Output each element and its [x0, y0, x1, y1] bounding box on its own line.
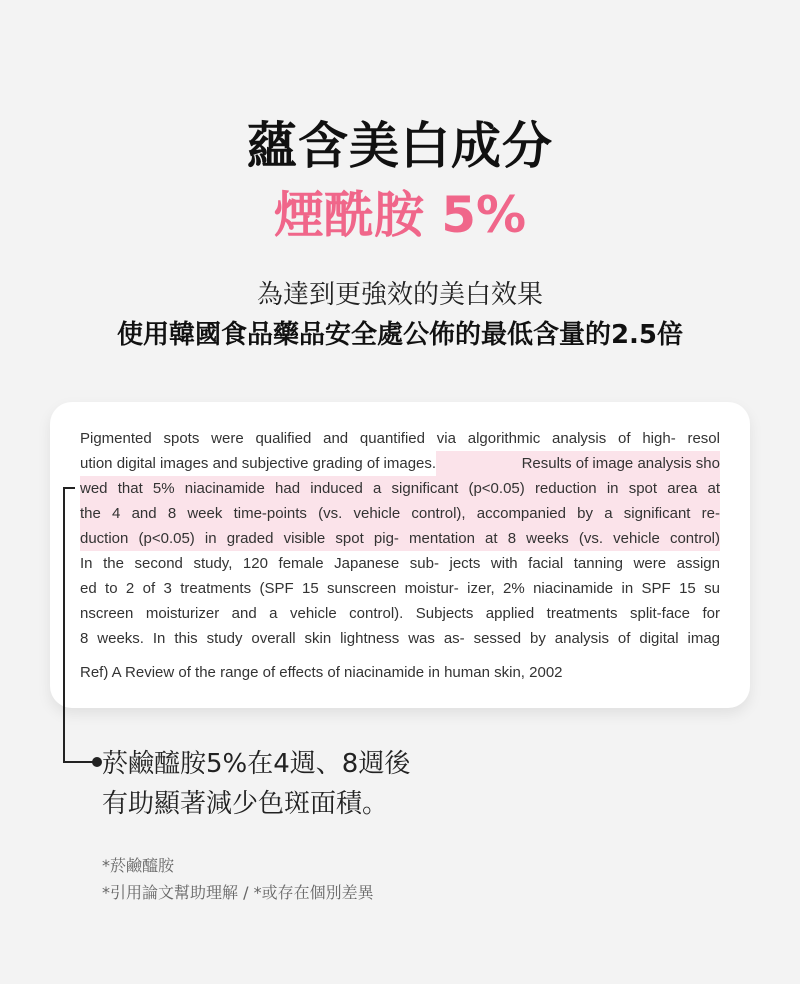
citation-line: ed to 2 of 3 treatments (SPF 15 sunscreen moistur- izer, 2% niacinamide in SPF 15 su	[80, 580, 720, 597]
bullet-dot-icon	[92, 757, 102, 767]
citation-line: 8 weeks. In this study overall skin lightness was as- sessed by analysis of digital imag	[80, 630, 720, 647]
claim-line: 有助顯著減少色斑面積。	[102, 789, 389, 819]
highlighted-line: the 4 and 8 week time-points (vs. vehicle control), accompanied by a significant re-	[80, 501, 720, 526]
ingredient-headline: 煙酰胺 5%	[273, 186, 527, 244]
citation-line: Pigmented spots were qualified and quantified via algorithmic analysis of high- resol	[80, 430, 720, 447]
claim-text	[102, 744, 410, 824]
connector-line	[63, 761, 95, 763]
citation-text	[80, 426, 720, 651]
subheading: 為達到更強效的美白效果	[256, 280, 543, 310]
citation-line	[80, 451, 720, 476]
subheading-bold: 使用韓國食品藥品安全處公佈的最低含量的2.5倍	[116, 320, 684, 350]
highlighted-line: wed that 5% niacinamide had induced a significant (p<0.05) reduction in spot area at	[80, 476, 720, 501]
connector-line	[63, 487, 65, 763]
citation-segment: ution digital images and subjective grading of images.	[80, 455, 437, 472]
highlighted-line: duction (p<0.05) in graded visible spot pig- mentation at 8 weeks (vs. vehicle control)	[80, 526, 720, 551]
citation-line: In the second study, 120 female Japanese sub- jects with facial tanning were assign	[80, 555, 720, 572]
highlighted-segment: Results of image analysis sho	[436, 451, 720, 476]
footnote: *引用論文幫助理解 / *或存在個別差異	[102, 883, 374, 902]
headline: 蘊含美白成分	[247, 117, 553, 175]
citation-line: nscreen moisturizer and a vehicle control). Subjects applied treatments split-face for	[80, 605, 720, 622]
footnotes	[102, 852, 374, 906]
claim-line: 菸鹼醯胺5%在4週、8週後	[102, 749, 411, 779]
reference: Ref) A Review of the range of effects of niacinamide in human skin, 2002	[80, 664, 563, 681]
footnote: *菸鹼醯胺	[102, 856, 175, 875]
